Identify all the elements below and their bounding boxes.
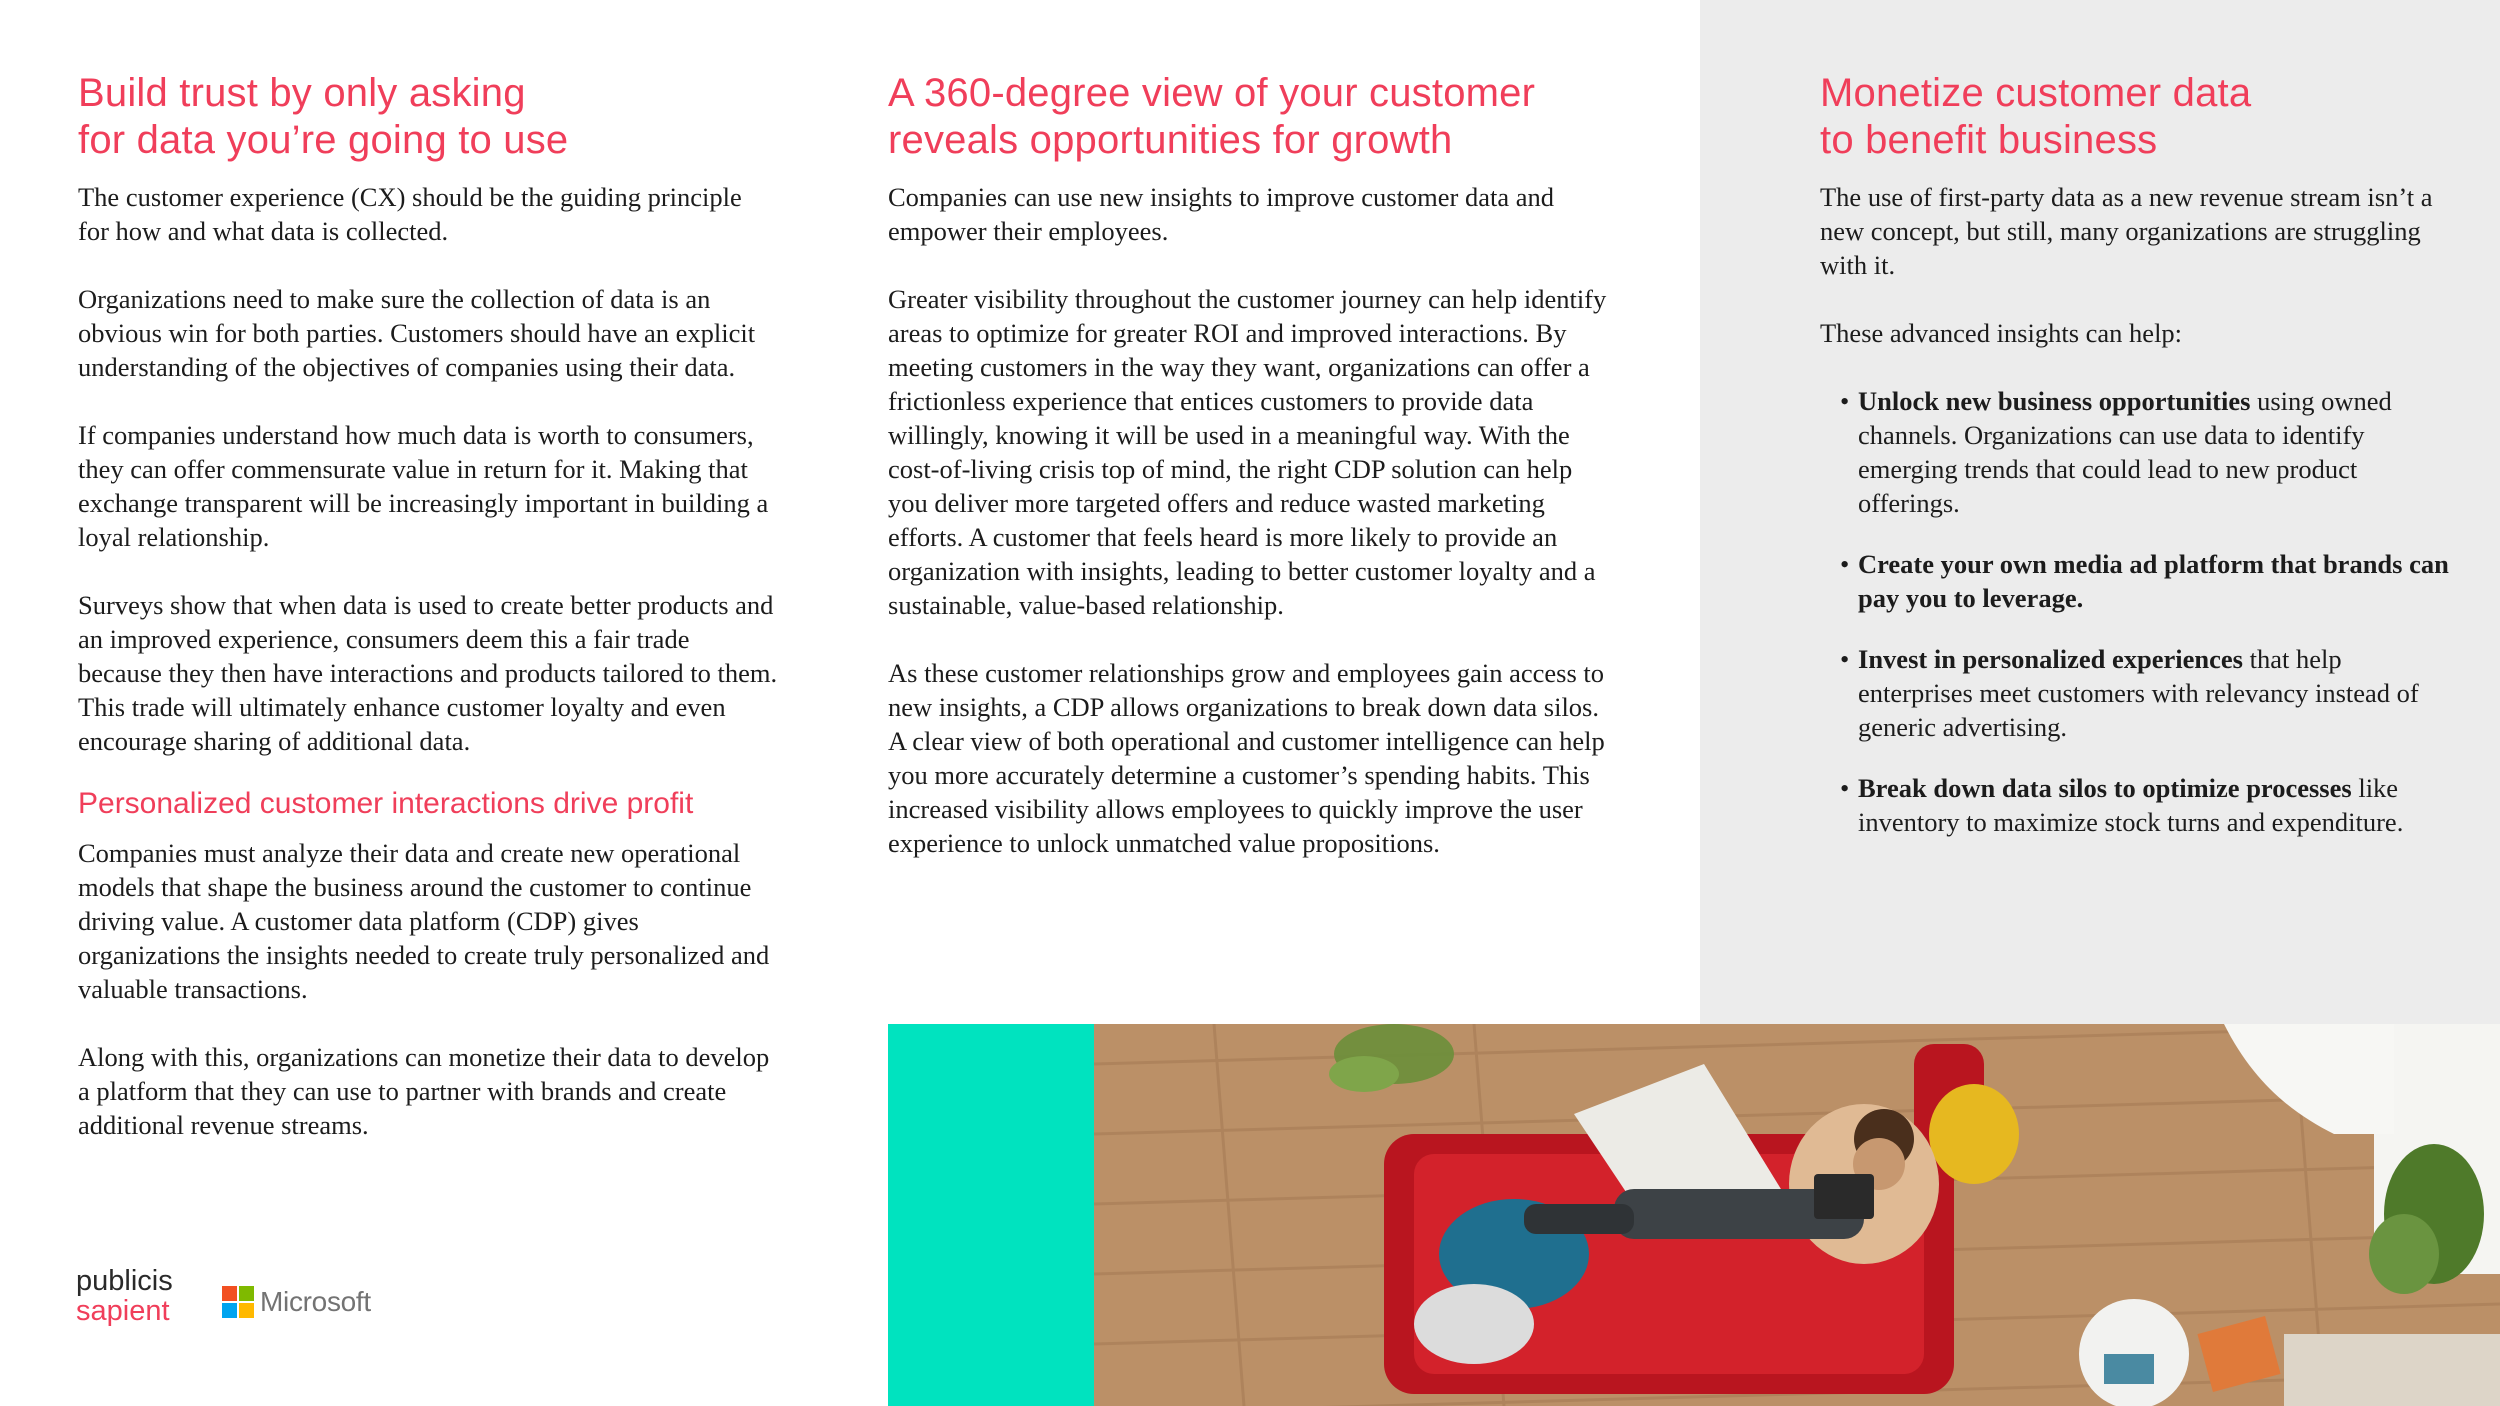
column-monetize [1820, 70, 2460, 866]
hero-photo-man-on-sofa [1094, 1024, 2500, 1406]
microsoft-logo: Microsoft [222, 1286, 371, 1318]
teal-accent-block [888, 1024, 1094, 1406]
heading-360-view: A 360-degree view of your customer reveals opportunities for growth [888, 71, 1536, 162]
paragraph: These advanced insights can help: [1820, 318, 2183, 348]
microsoft-squares-icon [222, 1286, 254, 1318]
heading-monetize: Monetize customer data to benefit business [1820, 71, 2252, 162]
paragraph: Companies must analyze their data and create new operational models that shape the business around the customer to continue driving value. A customer data platform (CDP) gives organizations the insights needed to create truly personalized and valuable transactions. [78, 838, 770, 1004]
paragraph: If companies understand how much data is worth to consumers, they can offer commensurate value in return for it. Making that exchange transparent will be increasingly important in building a loyal relationship. [78, 420, 769, 552]
paragraph: Organizations need to make sure the collection of data is an obvious win for both parties. Customers should have an explicit understanding of the objectives of companies using their data. [78, 284, 756, 382]
paragraph: Along with this, organizations can monetize their data to develop a platform that they can use to partner with brands and create additional revenue streams. [78, 1042, 770, 1140]
list-item: • Unlock new business opportunities using owned channels. Organizations can use data to identify emerging trends that could lead to new product offerings. [1840, 384, 2460, 520]
paragraph: The customer experience (CX) should be the guiding principle for how and what data is collected. [78, 182, 742, 246]
list-item: • Break down data silos to optimize processes like inventory to maximize stock turns and expenditure. [1840, 771, 2460, 839]
paragraph: As these customer relationships grow and employees gain access to new insights, a CDP allows organizations to break down data silos. A clear view of both operational and customer intelligence can help you more accurately determine a customer’s spending habits. This increased visibility allows employees to quickly improve the user experience to unlock unmatched value propositions. [888, 658, 1605, 858]
list-item: • Invest in personalized experiences that help enterprises meet customers with relevancy instead of generic advertising. [1840, 642, 2460, 744]
paragraph: The use of first-party data as a new revenue stream isn’t a new concept, but still, many organizations are struggling with it. [1820, 182, 2433, 280]
heading-build-trust: Build trust by only asking for data you’re going to use [78, 71, 569, 162]
list-item: • Create your own media ad platform that brands can pay you to leverage. [1840, 547, 2460, 615]
paragraph: Surveys show that when data is used to create better products and an improved experience, consumers deem this a fair trade because they then have interactions and products tailored to them. This trade will ultimately enhance customer loyalty and even encourage sharing of additional data. [78, 590, 778, 756]
subheading-personalized-interactions: Personalized customer interactions drive profit [78, 787, 694, 820]
publicis-sapient-logo: publicis sapient [76, 1265, 173, 1327]
insights-list [1820, 384, 2460, 839]
paragraph: Greater visibility throughout the customer journey can help identify areas to optimize for greater ROI and improved interactions. By meeting customers in the way they want, organizations can offer a frictionless experience that entices customers to provide data willingly, knowing it will be used in a meaningful way. With the cost-of-living crisis top of mind, the right CDP solution can help you deliver more targeted offers and reduce wasted marketing efforts. A customer that feels heard is more likely to provide an organization with insights, leading to better customer loyalty and a sustainable, value-based relationship. [888, 284, 1607, 620]
column-build-trust [78, 70, 778, 1176]
paragraph: Companies can use new insights to improve customer data and empower their employees. [888, 182, 1555, 246]
column-360-view [888, 70, 1608, 894]
